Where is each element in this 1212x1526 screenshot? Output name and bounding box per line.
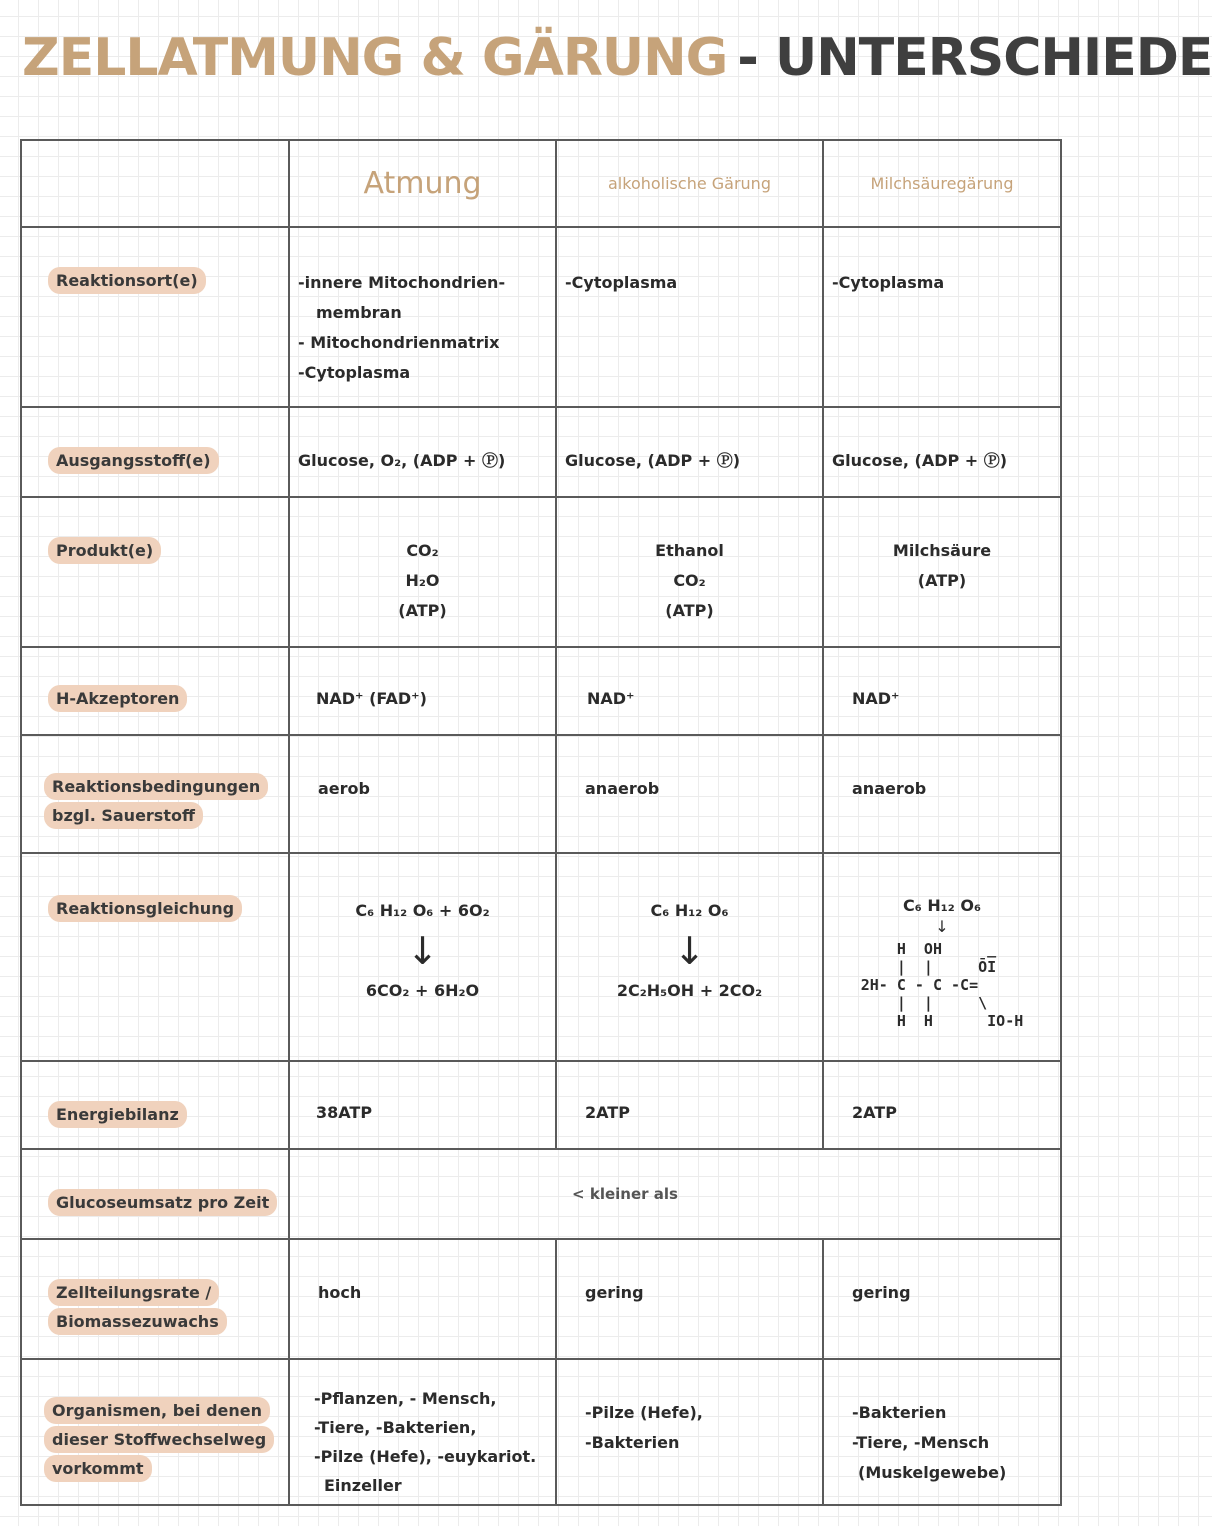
produkt-atmung-1: CO₂ bbox=[406, 541, 439, 560]
row-gleichung bbox=[21, 853, 1061, 1061]
produkt-atmung-3: (ATP) bbox=[398, 601, 447, 620]
energie-atmung: 38ATP bbox=[289, 1061, 556, 1149]
reaktionsort-atmung-3: - Mitochondrienmatrix bbox=[298, 333, 500, 352]
milchsaeure-structure: H OH _ | | ŌI 2H- C - C -C= | | \ H H IO-H bbox=[860, 940, 1024, 1030]
page-title bbox=[22, 28, 1212, 88]
reaktionsort-atmung-4: -Cytoplasma bbox=[298, 363, 411, 382]
zellteilung-alkoholisch: gering bbox=[556, 1239, 823, 1359]
organismen-atmung-1: -Pflanzen, - Mensch, bbox=[314, 1389, 497, 1408]
label-glucoseumsatz: Glucoseumsatz pro Zeit bbox=[48, 1189, 277, 1216]
hakzeptoren-atmung: NAD⁺ (FAD⁺) bbox=[289, 647, 556, 735]
produkt-alkoholisch-2: CO₂ bbox=[673, 571, 706, 590]
produkt-milchsaeure-1: Milchsäure bbox=[892, 541, 992, 560]
row-hakzeptoren bbox=[21, 647, 1061, 735]
organismen-milchsaeure-3: (Muskelgewebe) bbox=[858, 1463, 1007, 1482]
reaktionsort-atmung-1: -innere Mitochondrien- bbox=[298, 273, 506, 292]
organismen-atmung-4: Einzeller bbox=[324, 1476, 402, 1495]
zellteilung-atmung: hoch bbox=[289, 1239, 556, 1359]
row-zellteilung bbox=[21, 1239, 1061, 1359]
label-zellteilung-1: Zellteilungsrate / bbox=[48, 1279, 219, 1306]
title-part1: ZELLATMUNG & GÄRUNG bbox=[22, 28, 728, 88]
label-ausgangsstoff: Ausgangsstoff(e) bbox=[48, 447, 219, 474]
reaktionsort-milchsaeure: -Cytoplasma bbox=[823, 227, 1061, 407]
gleichung-atmung-top: C₆ H₁₂ O₆ + 6O₂ bbox=[355, 901, 490, 920]
gleichung-atmung-bottom: 6CO₂ + 6H₂O bbox=[365, 981, 480, 1000]
row-bedingungen bbox=[21, 735, 1061, 853]
produkt-alkoholisch-3: (ATP) bbox=[665, 601, 714, 620]
label-hakzeptoren: H-Akzeptoren bbox=[48, 685, 187, 712]
label-energie: Energiebilanz bbox=[48, 1101, 187, 1128]
bedingungen-atmung: aerob bbox=[289, 735, 556, 853]
organismen-milchsaeure-1: -Bakterien bbox=[852, 1403, 947, 1422]
label-organismen-1: Organismen, bei denen bbox=[44, 1397, 270, 1424]
header-row bbox=[21, 140, 1061, 227]
bedingungen-alkoholisch: anaerob bbox=[556, 735, 823, 853]
arrow-down-icon: ↓ bbox=[406, 929, 439, 973]
hakzeptoren-alkoholisch: NAD⁺ bbox=[556, 647, 823, 735]
organismen-atmung-2: -Tiere, -Bakterien, bbox=[314, 1418, 477, 1437]
reaktionsort-alkoholisch: -Cytoplasma bbox=[556, 227, 823, 407]
label-reaktionsort: Reaktionsort(e) bbox=[48, 267, 206, 294]
gleichung-alkoholisch-bottom: 2C₂H₅OH + 2CO₂ bbox=[616, 981, 763, 1000]
ausgangsstoff-atmung: Glucose, O₂, (ADP + Ⓟ) bbox=[289, 407, 556, 497]
row-reaktionsort bbox=[21, 227, 1061, 407]
energie-milchsaeure: 2ATP bbox=[823, 1061, 1061, 1149]
organismen-alkoholisch-1: -Pilze (Hefe), bbox=[585, 1403, 703, 1422]
gleichung-milchsaeure-top: C₆ H₁₂ O₆ bbox=[903, 896, 981, 915]
label-zellteilung-2: Biomassezuwachs bbox=[48, 1308, 227, 1335]
hakzeptoren-milchsaeure: NAD⁺ bbox=[823, 647, 1061, 735]
label-bedingungen-2: bzgl. Sauerstoff bbox=[44, 802, 203, 829]
title-part2: - UNTERSCHIEDE bbox=[737, 28, 1212, 88]
row-glucoseumsatz bbox=[21, 1149, 1061, 1239]
organismen-atmung-3: -Pilze (Hefe), -euykariot. bbox=[314, 1447, 537, 1466]
arrow-down-icon: ↓ bbox=[673, 929, 706, 973]
label-organismen-2: dieser Stoffwechselweg bbox=[44, 1426, 274, 1453]
header-empty bbox=[21, 140, 289, 227]
gleichung-alkoholisch-top: C₆ H₁₂ O₆ bbox=[650, 901, 729, 920]
row-energie bbox=[21, 1061, 1061, 1149]
row-ausgangsstoff bbox=[21, 407, 1061, 497]
label-organismen-3: vorkommt bbox=[44, 1455, 152, 1482]
comparison-table bbox=[20, 139, 1062, 1506]
bedingungen-milchsaeure: anaerob bbox=[823, 735, 1061, 853]
label-produkt: Produkt(e) bbox=[48, 537, 161, 564]
ausgangsstoff-milchsaeure: Glucose, (ADP + Ⓟ) bbox=[823, 407, 1061, 497]
produkt-alkoholisch-1: Ethanol bbox=[655, 541, 724, 560]
label-bedingungen-1: Reaktionsbedingungen bbox=[44, 773, 268, 800]
header-alkoholisch: alkoholische Gärung bbox=[556, 140, 823, 227]
energie-alkoholisch: 2ATP bbox=[556, 1061, 823, 1149]
glucoseumsatz-comparison: < kleiner als bbox=[289, 1149, 1061, 1239]
label-gleichung: Reaktionsgleichung bbox=[48, 895, 242, 922]
header-atmung: Atmung bbox=[289, 140, 556, 227]
produkt-atmung-2: H₂O bbox=[405, 571, 440, 590]
organismen-milchsaeure-2: -Tiere, -Mensch bbox=[852, 1433, 990, 1452]
row-organismen bbox=[21, 1359, 1061, 1505]
produkt-milchsaeure-2: (ATP) bbox=[917, 571, 967, 590]
ausgangsstoff-alkoholisch: Glucose, (ADP + Ⓟ) bbox=[556, 407, 823, 497]
arrow-down-icon: ↓ bbox=[935, 917, 949, 936]
zellteilung-milchsaeure: gering bbox=[823, 1239, 1061, 1359]
reaktionsort-atmung-2: membran bbox=[316, 303, 402, 322]
organismen-alkoholisch-2: -Bakterien bbox=[585, 1433, 680, 1452]
header-milchsaeure: Milchsäuregärung bbox=[823, 140, 1061, 227]
row-produkt bbox=[21, 497, 1061, 647]
